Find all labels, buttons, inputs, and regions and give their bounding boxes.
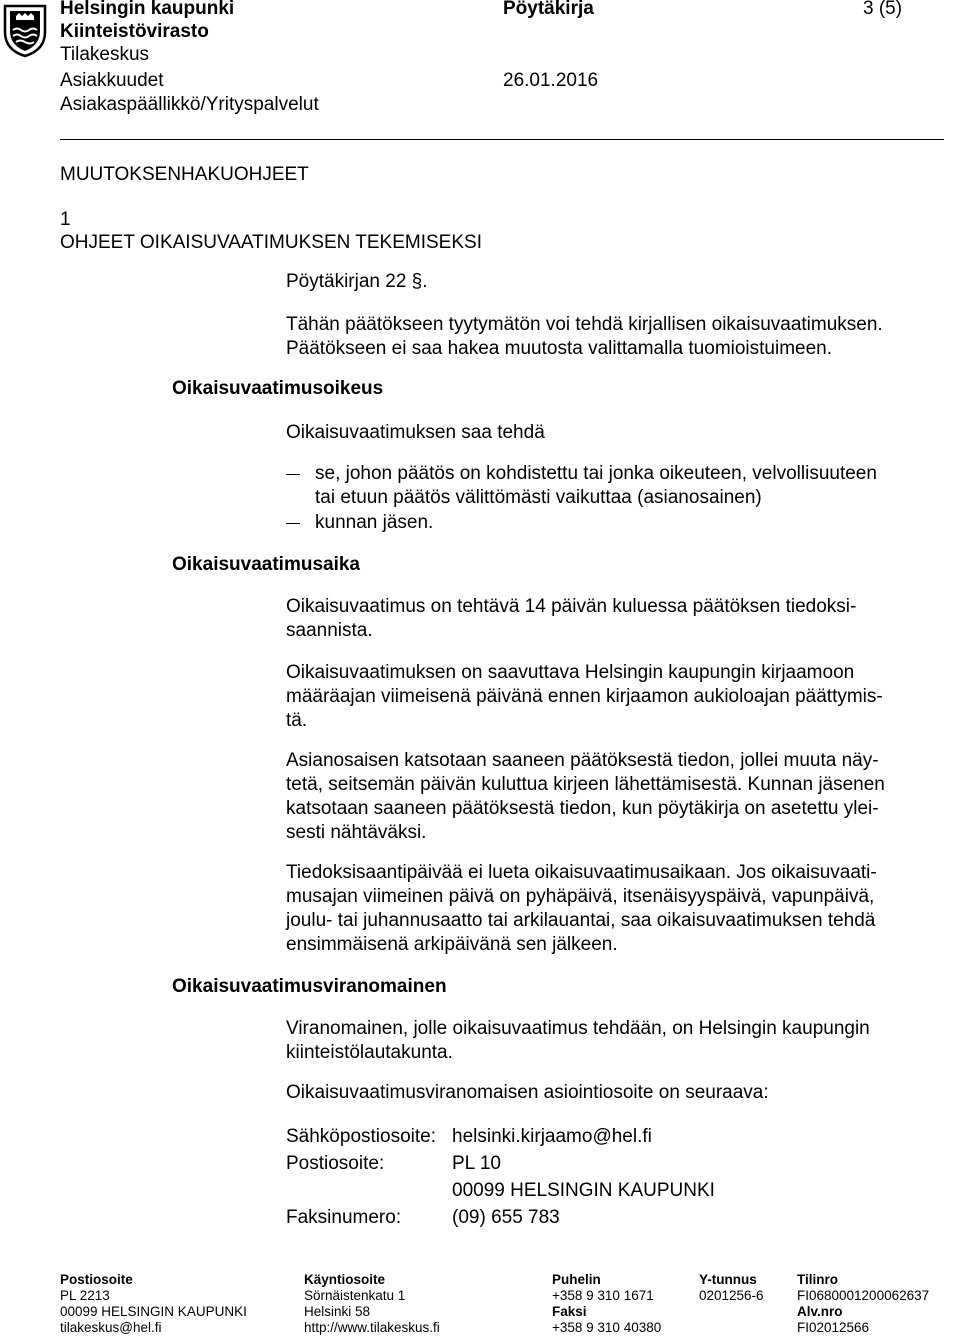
bullet-line: kunnan jäsen. bbox=[315, 512, 434, 533]
authority-paragraph bbox=[286, 1017, 941, 1065]
bullet-item bbox=[315, 511, 945, 535]
email-label: Sähköpostiosoite: bbox=[286, 1126, 436, 1147]
paragraph-line: saannista. bbox=[286, 620, 373, 641]
right-lead-text: Oikaisuvaatimuksen saa tehdä bbox=[286, 422, 545, 443]
paragraph-line: Oikaisuvaatimusviranomaisen asiointiosoite on seuraava: bbox=[286, 1082, 769, 1103]
footer-vat-title: Alv.nro bbox=[797, 1304, 843, 1319]
footer-postal-line: 00099 HELSINGIN KAUPUNKI bbox=[60, 1304, 247, 1319]
footer-fax-title: Faksi bbox=[552, 1304, 587, 1319]
post-label: Postiosoite: bbox=[286, 1153, 385, 1174]
header-role: Asiakaspäällikkö/Yrityspalvelut bbox=[60, 94, 319, 115]
section-number: 1 bbox=[60, 209, 71, 230]
paragraph-line: tetä, seitsemän päivän kuluttua kirjeen lähettämisestä. Kunnan jäsenen bbox=[286, 774, 885, 795]
paragraph-line: Viranomainen, jolle oikaisuvaatimus tehdään, on Helsingin kaupungin bbox=[286, 1018, 870, 1039]
footer-vat-number: FI02012566 bbox=[797, 1320, 870, 1335]
post-value-city: 00099 HELSINGIN KAUPUNKI bbox=[452, 1180, 715, 1201]
email-value[interactable]: helsinki.kirjaamo@hel.fi bbox=[452, 1126, 652, 1147]
label-appeal-authority: Oikaisuvaatimusviranomainen bbox=[172, 976, 447, 997]
period-paragraph bbox=[286, 861, 941, 957]
footer-phone-number: +358 9 310 1671 bbox=[552, 1288, 654, 1303]
paragraph-line: kiinteistölautakunta. bbox=[286, 1042, 453, 1063]
intro-paragraph bbox=[286, 313, 941, 361]
paragraph-line: sesti nähtäväksi. bbox=[286, 822, 427, 843]
footer-email[interactable]: tilakeskus@hel.fi bbox=[60, 1320, 162, 1335]
intro-line: Päätökseen ei saa hakea muutosta valittamalla tuomioistuimeen. bbox=[286, 338, 833, 359]
paragraph-line: Oikaisuvaatimuksen on saavuttava Helsingin kaupungin kirjaamoon bbox=[286, 662, 855, 683]
header-dept: Kiinteistövirasto bbox=[60, 21, 209, 42]
fax-value: (09) 655 783 bbox=[452, 1207, 560, 1228]
paragraph-line: tä. bbox=[286, 710, 308, 731]
period-paragraph bbox=[286, 749, 941, 845]
footer-business-id: 0201256-6 bbox=[699, 1288, 764, 1303]
header-org: Helsingin kaupunki bbox=[60, 0, 235, 19]
footer-visiting-line: Helsinki 58 bbox=[304, 1304, 371, 1319]
paragraph-line: Oikaisuvaatimus on tehtävä 14 päivän kuluessa päätöksen tiedoksi- bbox=[286, 596, 857, 617]
footer-business-id-title: Y-tunnus bbox=[699, 1272, 757, 1287]
paragraph-line: Tiedoksisaantipäivää ei lueta oikaisuvaatimusaikaan. Jos oikaisuvaati- bbox=[286, 862, 877, 883]
header-date: 26.01.2016 bbox=[503, 70, 599, 91]
minutes-reference: Pöytäkirjan 22 §. bbox=[286, 271, 428, 292]
fax-label: Faksinumero: bbox=[286, 1207, 402, 1228]
bullet-line: tai etuun päätös välittömästi vaikuttaa (asianosainen) bbox=[315, 487, 762, 508]
label-right-to-appeal: Oikaisuvaatimusoikeus bbox=[172, 378, 384, 399]
footer-postal-line: PL 2213 bbox=[60, 1288, 110, 1303]
paragraph-line: joulu- tai juhannusaatto tai arkilauantai, saa oikaisuvaatimuksen tehdä bbox=[286, 910, 876, 931]
post-value-box: PL 10 bbox=[452, 1153, 501, 1174]
footer-account-number: FI0680001200062637 bbox=[797, 1288, 930, 1303]
footer-website-link[interactable]: http://www.tilakeskus.fi bbox=[304, 1320, 440, 1335]
section-heading: OHJEET OIKAISUVAATIMUKSEN TEKEMISEKSI bbox=[60, 232, 482, 253]
authority-paragraph bbox=[286, 1081, 941, 1105]
intro-line: Tähän päätökseen tyytymätön voi tehdä kirjallisen oikaisuvaatimuksen. bbox=[286, 314, 883, 335]
footer-postal-title: Postiosoite bbox=[60, 1272, 133, 1287]
period-paragraph bbox=[286, 661, 941, 733]
header-unit: Tilakeskus bbox=[60, 44, 150, 65]
paragraph-line: ensimmäisenä arkipäivänä sen jälkeen. bbox=[286, 934, 618, 955]
label-appeal-period: Oikaisuvaatimusaika bbox=[172, 554, 360, 575]
footer-visiting-line: Sörnäistenkatu 1 bbox=[304, 1288, 406, 1303]
header-doc-type: Pöytäkirja bbox=[503, 0, 594, 19]
paragraph-line: Asianosaisen katsotaan saaneen päätöksestä tiedon, jollei muuta näy- bbox=[286, 750, 879, 771]
footer-account-title: Tilinro bbox=[797, 1272, 839, 1287]
footer-fax-number: +358 9 310 40380 bbox=[552, 1320, 662, 1335]
header-page-number: 3 (5) bbox=[863, 0, 903, 19]
bullet-line: se, johon päätös on kohdistettu tai jonka oikeuteen, velvollisuuteen bbox=[315, 463, 877, 484]
helsinki-coat-of-arms-icon bbox=[2, 2, 48, 58]
footer-visiting-title: Käyntiosoite bbox=[304, 1272, 386, 1287]
main-heading: MUUTOKSENHAKUOHJEET bbox=[60, 164, 309, 185]
bullet-dash bbox=[286, 523, 300, 524]
bullet-dash bbox=[286, 474, 300, 475]
bullet-item bbox=[315, 462, 945, 510]
paragraph-line: musajan viimeinen päivä on pyhäpäivä, itsenäisyyspäivä, vapunpäivä, bbox=[286, 886, 875, 907]
header-divider bbox=[60, 139, 944, 140]
period-paragraph bbox=[286, 595, 941, 643]
header-section: Asiakkuudet bbox=[60, 70, 164, 91]
paragraph-line: katsotaan saaneen päätöksestä tiedon, kun pöytäkirja on asetettu ylei- bbox=[286, 798, 879, 819]
paragraph-line: määräajan viimeisenä päivänä ennen kirjaamon aukioloajan päättymis- bbox=[286, 686, 883, 707]
footer-phone-title: Puhelin bbox=[552, 1272, 601, 1287]
